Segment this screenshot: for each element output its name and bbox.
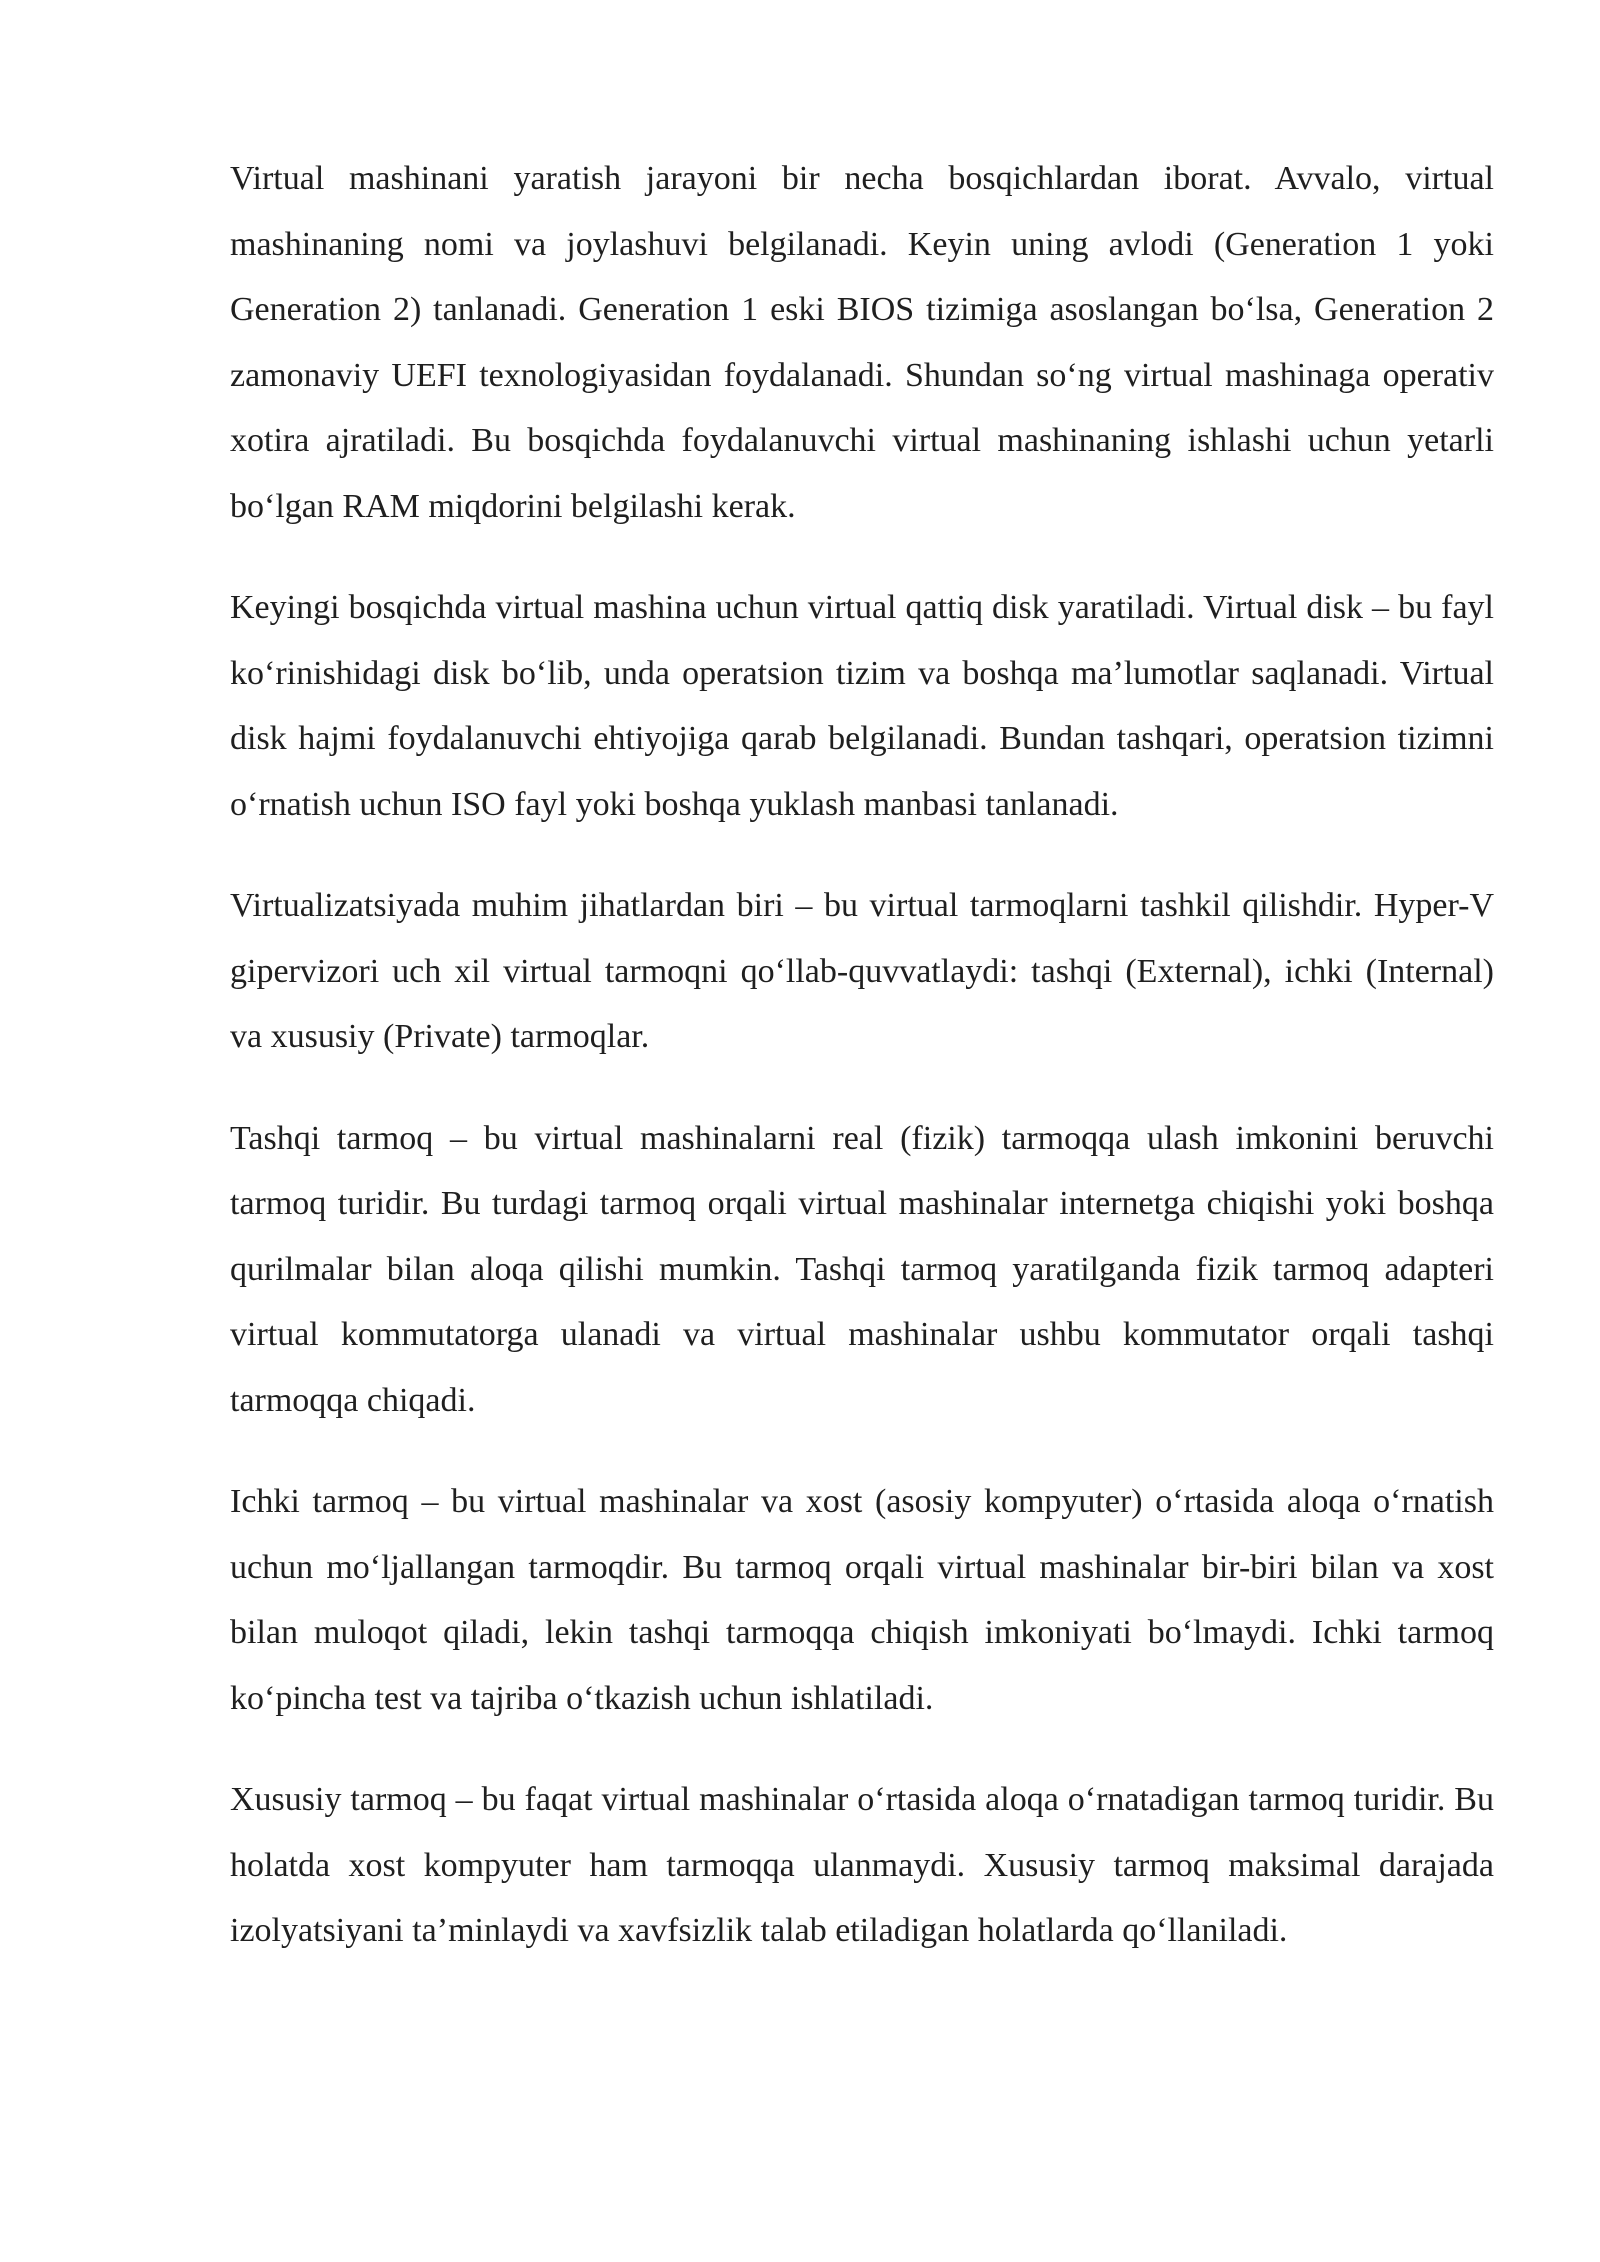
- document-body: [230, 146, 1494, 2000]
- paragraph-internal-network: Ichki tarmoq – bu virtual mashinalar va xost (asosiy kompyuter) o‘rtasida aloqa o‘rnatish uchun mo‘ljallangan tarmoqdir. Bu tarmoq orqali virtual mashinalar bir-biri bilan va xost bilan muloqot qiladi, lekin tashqi tarmoqqa chiqish imkoniyati bo‘lmaydi. Ichki tarmoq ko‘pincha test va tajriba o‘tkazish uchun ishlatiladi.: [230, 1483, 1494, 1717]
- paragraph-external-network: Tashqi tarmoq – bu virtual mashinalarni real (fizik) tarmoqqa ulash imkonini beruvchi tarmoq turidir. Bu turdagi tarmoq orqali virtual mashinalar internetga chiqishi yoki boshqa qurilmalar bilan aloqa qilishi mumkin. Tashqi tarmoq yaratilganda fizik tarmoq adapteri virtual kommutatorga ulanadi va virtual mashinalar ushbu kommutator orqali tashqi tarmoqqa chiqadi.: [230, 1119, 1494, 1419]
- paragraph-private-network: Xususiy tarmoq – bu faqat virtual mashinalar o‘rtasida aloqa o‘rnatadigan tarmoq turidir. Bu holatda xost kompyuter ham tarmoqqa ulanmaydi. Xususiy tarmoq maksimal darajada izolyatsiyani ta’minlaydi va xavfsizlik talab etiladigan holatlarda qo‘llaniladi.: [230, 1781, 1494, 1949]
- paragraph-vm-creation-steps: Virtual mashinani yaratish jarayoni bir necha bosqichlardan iborat. Avvalo, virtual mashinaning nomi va joylashuvi belgilanadi. Keyin uning avlodi (Generation 1 yoki Generation 2) tanlanadi. Generation 1 eski BIOS tizimiga asoslangan bo‘lsa, Generation 2 zamonaviy UEFI texnologiyasidan foydalanadi. Shundan so‘ng virtual mashinaga operativ xotira ajratiladi. Bu bosqichda foydalanuvchi virtual mashinaning ishlashi uchun yetarli bo‘lgan RAM miqdorini belgilashi kerak.: [230, 160, 1494, 525]
- paragraph-virtual-networks: Virtualizatsiyada muhim jihatlardan biri – bu virtual tarmoqlarni tashkil qilishdir. Hyper-V gipervizori uch xil virtual tarmoqni qo‘llab-quvvatlaydi: tashqi (External), ichki (Internal) va xususiy (Private) tarmoqlar.: [230, 887, 1494, 1055]
- paragraph-virtual-disk: Keyingi bosqichda virtual mashina uchun virtual qattiq disk yaratiladi. Virtual disk – bu fayl ko‘rinishidagi disk bo‘lib, unda operatsion tizim va boshqa ma’lumotlar saqlanadi. Virtual disk hajmi foydalanuvchi ehtiyojiga qarab belgilanadi. Bundan tashqari, operatsion tizimni o‘rnatish uchun ISO fayl yoki boshqa yuklash manbasi tanlanadi.: [230, 589, 1494, 823]
